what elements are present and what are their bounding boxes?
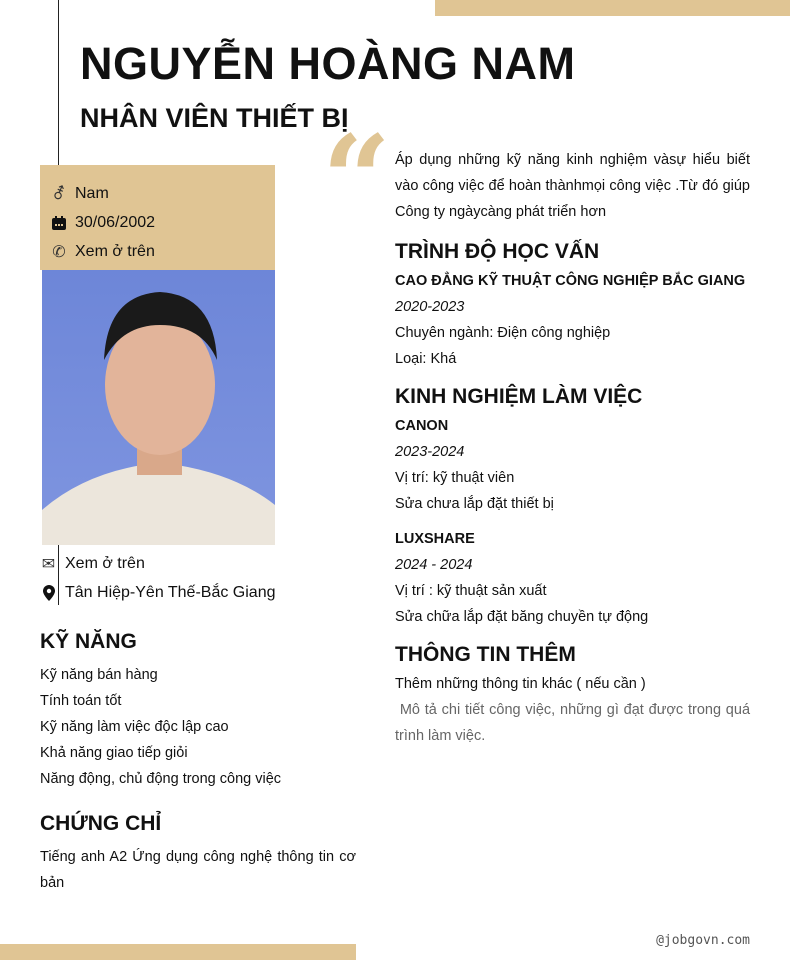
additional-info-description: Mô tả chi tiết công việc, những gì đạt được trong quá trình làm việc. [395,702,755,744]
job-entry [395,526,750,630]
birthday-value: 30/06/2002 [75,213,156,231]
certificates-section [40,812,356,896]
experience-section [395,385,750,630]
job-years: 2023-2024 [395,444,465,460]
education-major: Chuyên ngành: Điện công nghiệp [395,325,611,341]
skills-section [40,630,356,792]
bottom-accent-bar [0,944,356,960]
gender-icon: ⚦ [52,185,66,203]
address-row [40,578,275,607]
section-title: THÔNG TIN THÊM [395,643,576,666]
section-title: KỸ NĂNG [40,630,137,653]
skill-item: Năng động, chủ động trong công việc [40,771,282,787]
job-position: Vị trí : kỹ thuật sản xuất [395,583,547,599]
company-name: CANON [395,418,449,434]
additional-info-text: Thêm những thông tin khác ( nếu cần ) [395,676,646,692]
calendar-icon [50,216,68,230]
skill-item: Khả năng giao tiếp giỏi [40,745,188,761]
education-section [395,240,750,372]
personal-info-box [40,165,275,270]
email-row [40,549,275,578]
job-years: 2024 - 2024 [395,557,473,573]
birthday-row [40,208,275,237]
career-objective [395,147,750,225]
job-entry [395,413,750,517]
job-description: Sửa chưa lắp đặt thiết bị [395,496,554,512]
email-icon: ✉ [41,555,56,573]
top-accent-bar [435,0,790,16]
phone-row [40,237,275,266]
quote-icon: “ [322,109,392,250]
education-years: 2020-2023 [395,299,465,315]
section-title: KINH NGHIỆM LÀM VIỆC [395,385,643,408]
job-title: NHÂN VIÊN THIẾT BỊ [80,103,349,133]
address-value: Tân Hiệp-Yên Thế-Bắc Giang [65,583,276,601]
skill-item: Tính toán tốt [40,693,122,709]
gender-row [40,179,275,208]
objective-text: Áp dụng những kỹ năng kinh nghiệm vàsự hiểu biết vào công việc để hoàn thànhmọi công việc .Từ đó giúp Công ty ngàycàng phát triển hơn [395,152,750,220]
section-title: TRÌNH ĐỘ HỌC VẤN [395,240,600,263]
contact-info [40,549,275,607]
section-title: CHỨNG CHỈ [40,812,162,835]
location-icon [40,585,57,601]
education-grade: Loại: Khá [395,351,457,367]
additional-info-section [395,643,755,749]
skill-item: Kỹ năng làm việc độc lập cao [40,719,229,735]
phone-icon: ✆ [52,243,66,261]
certificate-text: Tiếng anh A2 Ứng dụng công nghệ thông tin cơ bản [40,849,356,891]
footer-watermark: @jobgovn.com [656,933,750,948]
vertical-divider [58,0,59,165]
email-value: Xem ở trên [65,554,145,572]
gender-value: Nam [75,184,109,202]
job-position: Vị trí: kỹ thuật viên [395,470,515,486]
full-name: NGUYỄN HOÀNG NAM [80,38,576,89]
profile-photo [42,270,275,545]
school-name: CAO ĐẲNG KỸ THUẬT CÔNG NGHIỆP BẮC GIANG [395,273,746,289]
job-description: Sửa chữa lắp đặt băng chuyền tự động [395,609,649,625]
phone-value: Xem ở trên [75,242,155,260]
skill-item: Kỹ năng bán hàng [40,667,158,683]
company-name: LUXSHARE [395,531,475,547]
